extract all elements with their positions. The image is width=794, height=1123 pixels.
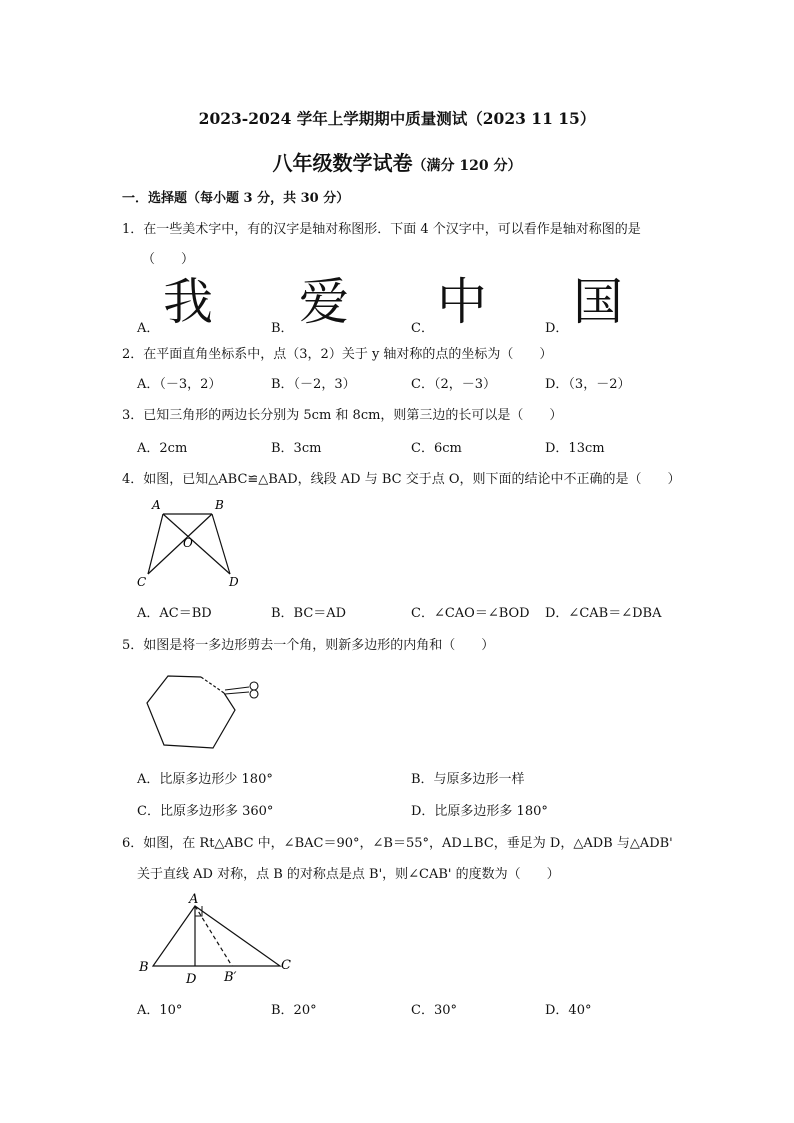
q3-stem: 3．已知三角形的两边长分别为 5cm 和 8cm，则第三边的长可以是（ ） [122,408,563,423]
q6-stem-line1: 6．如图，在 Rt△ABC 中，∠BAC＝90°，∠B＝55°，AD⊥BC，垂足为 D，△ADB 与△ADB' [122,836,673,851]
q5-stem: 5．如图是将一多边形剪去一个角，则新多边形的内角和（ ） [122,638,495,653]
q4-option-a: A．AC＝BD [137,606,212,621]
q1-stem: 1．在一些美术字中，有的汉字是轴对称图形．下面 4 个汉字中，可以看作是轴对称图的是 [122,222,641,237]
q5-option-b: B．与原多边形一样 [411,772,525,787]
q4-stem: 4．如图，已知△ABC≌△BAD，线段 AD 与 BC 交于点 O，则下面的结论中不正确的是（ ） [122,472,681,487]
q6-option-a: A．10° [137,1003,183,1018]
exam-title-line1: 2023-2024 学年上学期期中质量测试（2023 11 15） [198,109,596,128]
exam-title-main [0,147,794,176]
scissors-icon [225,682,258,698]
q6-label-b-prime: B′ [224,970,237,985]
q6-label-d: D [186,972,197,987]
q4-label-o: O [183,536,193,550]
q6-label-b: B [139,960,149,975]
q1-option-a-label: A． [137,321,160,336]
q1-option-c-char: 中 [437,273,487,331]
q4-label-c: C [137,575,147,589]
q3-option-d: D．13cm [545,441,605,456]
q6-option-b: B．20° [271,1003,317,1018]
q1-option-d-char: 国 [573,273,623,331]
q2-option-b: B．（－2，3） [271,377,356,392]
q1-option-b-char: 爱 [299,273,349,331]
q2-option-d: D．（3，－2） [545,377,631,392]
q5-option-a: A．比原多边形少 180° [137,772,273,787]
q5-option-c: C．比原多边形多 360° [137,804,274,819]
q6-stem-line2: 关于直线 AD 对称，点 B 的对称点是点 B'，则∠CAB' 的度数为（ ） [137,867,560,882]
exam-title-score: （满分 120 分） [412,158,522,174]
q6-option-d: D．40° [545,1003,592,1018]
q6-label-a: A [189,892,199,907]
q2-stem: 2．在平面直角坐标系中，点（3，2）关于 y 轴对称的点的坐标为（ ） [122,347,553,362]
q4-option-c: C．∠CAO＝∠BOD [411,606,530,621]
q2-option-a: A．（－3，2） [137,377,222,392]
q1-option-a-char: 我 [163,273,213,331]
section-heading-choice: 一．选择题（每小题 3 分，共 30 分） [122,191,350,206]
q4-option-d: D．∠CAB＝∠DBA [545,606,662,621]
q1-option-d-label: D． [545,321,569,336]
q4-figure-quadrilateral [130,492,255,592]
q4-label-b: B [215,498,224,512]
q1-option-c-label: C． [411,321,434,336]
q1-stem-paren: （ ） [142,252,195,267]
q1-option-b-label: B． [271,321,294,336]
q2-option-c: C．（2，－3） [411,377,496,392]
q4-option-b: B．BC＝AD [271,606,347,621]
q4-label-a: A [152,498,161,512]
q6-figure-right-triangle [130,888,305,988]
q3-option-a: A．2cm [137,441,188,456]
q3-option-c: C．6cm [411,441,462,456]
exam-title-subject: 八年级数学试卷 [272,151,413,175]
q5-figure-polygon-cut [138,663,268,755]
q6-label-c: C [281,958,291,973]
q6-option-c: C．30° [411,1003,457,1018]
q3-option-b: B．3cm [271,441,322,456]
q5-option-d: D．比原多边形多 180° [411,804,548,819]
q4-label-d: D [229,575,239,589]
